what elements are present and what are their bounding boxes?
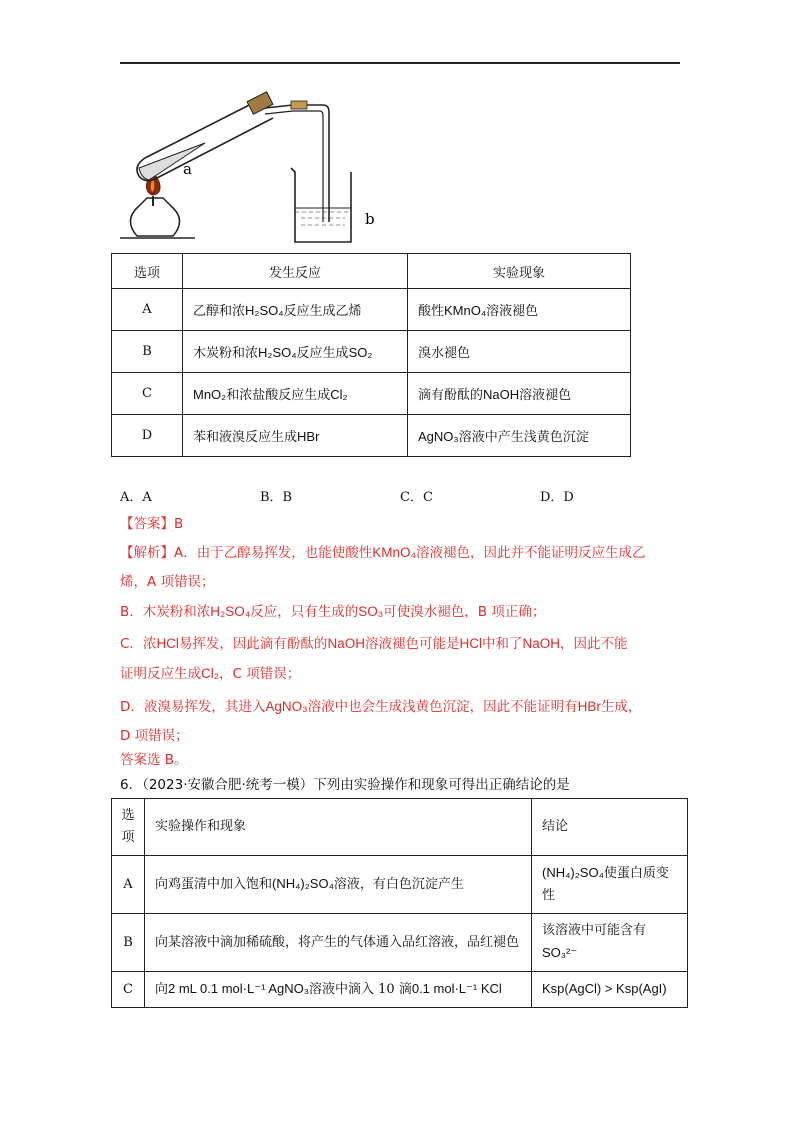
analysis-line-1: 【解析】A．由于乙醇易挥发，也能使酸性KMnO₄溶液褪色，因此并不能证明反应生成乙 <box>120 545 646 561</box>
header-phenomenon: 实验现象 <box>408 254 631 289</box>
beaker-b <box>291 168 351 242</box>
header-operation: 实验操作和现象 <box>145 799 532 856</box>
analysis-line-3: B．木炭粉和浓H₂SO₄反应，只有生成的SO₃可使溴水褪色，B 项正确； <box>120 604 546 620</box>
analysis-line-4: C．浓HCl易挥发，因此滴有酚酞的NaOH溶液褪色可能是HCl中和了NaOH，因此不能 <box>120 636 628 652</box>
table-row: B 向某溶液中滴加稀硫酸，将产生的气体通入品红溶液，品红褪色 该溶液中可能含有 SO₃²⁻ <box>112 914 688 972</box>
header-option: 选项 <box>112 799 145 856</box>
analysis-line-6: D．液溴易挥发，其进入AgNO₃溶液中也会生成浅黄色沉淀，因此不能证明有HBr生成， <box>120 699 642 715</box>
choice-d[interactable]: D．D <box>540 490 574 505</box>
table-row: A 乙醇和浓H₂SO₄反应生成乙烯 酸性KMnO₄溶液褪色 <box>112 289 631 331</box>
header-rule <box>120 62 680 64</box>
header-conclusion: 结论 <box>532 799 688 856</box>
table-header-row <box>112 799 688 856</box>
header-option: 选项 <box>112 254 183 289</box>
delivery-tube <box>265 105 329 222</box>
table-row: B 木炭粉和浓H₂SO₄反应生成SO₂ 溴水褪色 <box>112 331 631 373</box>
alcohol-lamp <box>130 198 179 236</box>
analysis-line-5: 证明反应生成Cl₂，C 项错误； <box>120 666 301 682</box>
experiment-table <box>111 798 688 1008</box>
table-row: C 向2 mL 0.1 mol·L⁻¹ AgNO₃溶液中滴入 10 滴0.1 mol·L⁻¹ KCl Ksp(AgCl) > Ksp(AgI) <box>112 972 688 1008</box>
choice-a[interactable]: A．A <box>120 490 152 505</box>
label-a: a <box>183 160 192 178</box>
table-row: C MnO₂和浓盐酸反应生成Cl₂ 滴有酚酞的NaOH溶液褪色 <box>112 373 631 415</box>
apparatus-figure <box>115 88 405 248</box>
table-row: D 苯和液溴反应生成HBr AgNO₃溶液中产生浅黄色沉淀 <box>112 415 631 457</box>
analysis-line-2: 烯，A 项错误； <box>120 574 215 590</box>
reaction-table <box>111 253 631 457</box>
analysis-line-8: 答案选 B。 <box>120 752 188 768</box>
answer-line: 【答案】B <box>120 516 184 532</box>
header-reaction: 发生反应 <box>183 254 408 289</box>
question-6-stem: 6．（2023·安徽合肥·统考一模）下列由实验操作和现象可得出正确结论的是 <box>120 777 570 793</box>
choice-b[interactable]: B．B <box>260 490 293 505</box>
analysis-line-7: D 项错误； <box>120 728 189 744</box>
test-tube-a <box>137 92 273 181</box>
table-row: A 向鸡蛋清中加入饱和(NH₄)₂SO₄溶液，有白色沉淀产生 (NH₄)₂SO₄使蛋白质变性 <box>112 856 688 914</box>
table-header-row <box>112 254 631 289</box>
label-b: b <box>365 210 375 228</box>
choice-c[interactable]: C．C <box>400 490 433 505</box>
